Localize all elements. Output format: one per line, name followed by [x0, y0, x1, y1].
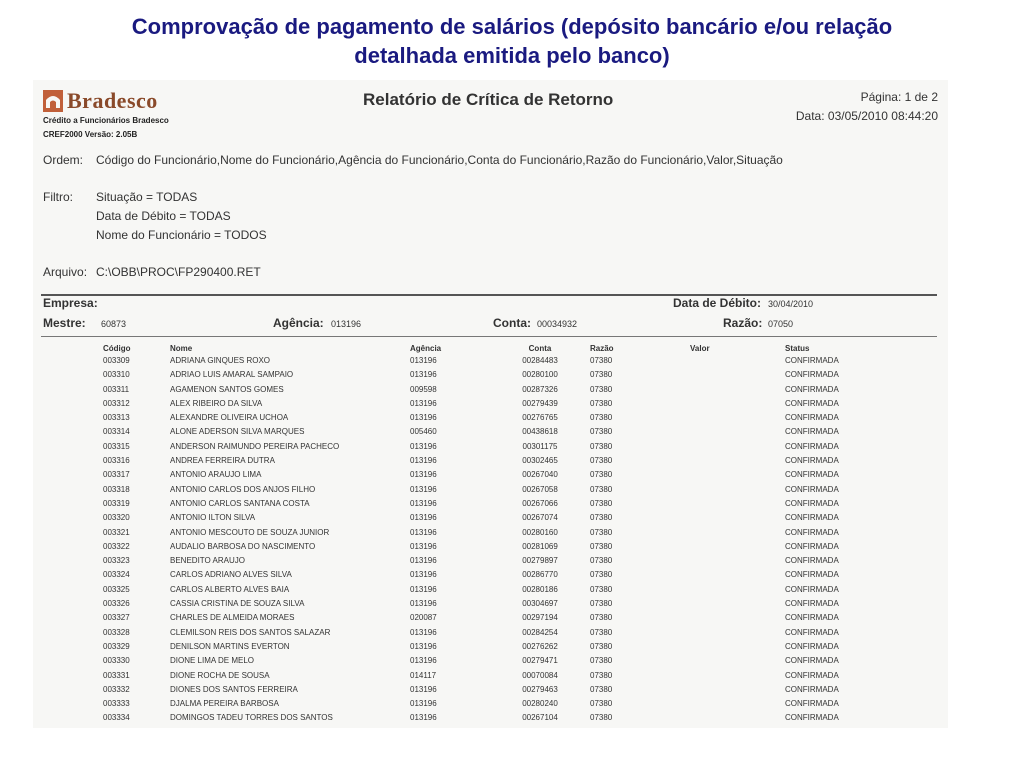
logo-subtitle: Crédito a Funcionários Bradesco	[43, 116, 169, 125]
arquivo-value: C:\OBB\PROC\FP290400.RET	[96, 265, 261, 279]
report-title: Relatório de Crítica de Retorno	[363, 90, 614, 109]
cell-nome: DIONES DOS SANTOS FERREIRA	[170, 684, 298, 694]
cell-agencia: 013196	[410, 556, 437, 566]
cell-valor	[690, 611, 785, 625]
cell-nome: ANTONIO CARLOS DOS ANJOS FILHO	[170, 484, 316, 494]
cell-valor	[690, 597, 785, 611]
bradesco-brand: Bradesco	[67, 88, 158, 113]
conta-label: Conta:	[493, 316, 531, 330]
page-info	[796, 88, 938, 126]
cell-codigo: 003324	[103, 570, 130, 580]
cell-nome: CASSIA CRISTINA DE SOUZA SILVA	[170, 599, 305, 609]
cell-codigo: 003323	[103, 556, 130, 566]
table-row	[33, 654, 905, 668]
cell-conta: 00279439	[522, 398, 558, 408]
filtro-line: Situação = TODAS	[96, 190, 198, 204]
cell-agencia: 013196	[410, 484, 437, 494]
cell-valor	[690, 454, 785, 468]
cell-status: CONFIRMADA	[785, 627, 839, 637]
cell-conta: 00287326	[522, 384, 558, 394]
cell-status: CONFIRMADA	[785, 584, 839, 594]
cell-conta: 00070084	[522, 670, 558, 680]
table-row	[33, 397, 905, 411]
cell-status: CONFIRMADA	[785, 656, 839, 666]
cell-status: CONFIRMADA	[785, 699, 839, 709]
table-body	[33, 354, 905, 726]
cell-razao: 07380	[590, 413, 613, 423]
empresa-label: Empresa:	[43, 296, 98, 310]
cell-conta: 00267058	[522, 484, 558, 494]
scanned-report	[33, 80, 948, 728]
cell-nome: ALEXANDRE OLIVEIRA UCHOA	[170, 413, 289, 423]
cell-codigo: 003318	[103, 484, 130, 494]
cell-razao: 07380	[590, 370, 613, 380]
cell-razao: 07380	[590, 670, 613, 680]
cell-conta: 00301175	[522, 441, 558, 451]
table-row	[33, 626, 905, 640]
cell-valor	[690, 383, 785, 397]
cell-codigo: 003309	[103, 356, 130, 365]
cell-nome: ANTONIO ARAUJO LIMA	[170, 470, 262, 480]
cell-nome: ANTONIO ILTON SILVA	[170, 513, 256, 523]
cell-agencia: 013196	[410, 370, 437, 380]
cell-conta: 00281069	[522, 541, 558, 551]
cell-valor	[690, 626, 785, 640]
cell-status: CONFIRMADA	[785, 427, 839, 437]
cell-codigo: 003321	[103, 527, 130, 537]
cell-agencia: 009598	[410, 384, 437, 394]
cell-agencia: 013196	[410, 527, 437, 537]
table-row	[33, 497, 905, 511]
cell-codigo: 003311	[103, 384, 130, 394]
cell-agencia: 013196	[410, 413, 437, 423]
table-row	[33, 568, 905, 582]
cell-razao: 07380	[590, 713, 613, 723]
filtro-label: Filtro:	[43, 190, 73, 204]
cell-conta: 00284254	[522, 627, 558, 637]
table-row	[33, 454, 905, 468]
cell-razao: 07380	[590, 541, 613, 551]
table-row	[33, 683, 905, 697]
conta-value: 00034932	[537, 319, 578, 329]
cell-codigo: 003315	[103, 441, 130, 451]
cell-agencia: 013196	[410, 513, 437, 523]
data-debito-label: Data de Débito:	[673, 296, 762, 310]
cell-status: CONFIRMADA	[785, 641, 839, 651]
agencia-label: Agência:	[273, 316, 324, 330]
table-row	[33, 640, 905, 654]
cell-valor	[690, 711, 785, 725]
cell-codigo: 003317	[103, 470, 130, 480]
cell-codigo: 003310	[103, 370, 130, 380]
cell-codigo: 003319	[103, 498, 130, 508]
cell-conta: 00304697	[522, 599, 558, 609]
cell-valor	[690, 411, 785, 425]
cell-conta: 00276262	[522, 641, 558, 651]
cell-conta: 00302465	[522, 456, 558, 466]
cell-codigo: 003327	[103, 613, 130, 623]
razao-label: Razão:	[723, 316, 763, 330]
table-row	[33, 425, 905, 439]
cell-conta: 00297194	[522, 613, 558, 623]
table-row	[33, 554, 905, 568]
divider	[41, 294, 937, 296]
cell-nome: ADRIANA GINQUES ROXO	[170, 356, 271, 365]
cell-razao: 07380	[590, 570, 613, 580]
cell-codigo: 003328	[103, 627, 130, 637]
cell-agencia: 013196	[410, 713, 437, 723]
cell-valor	[690, 483, 785, 497]
cell-conta: 00279471	[522, 656, 558, 666]
cell-valor	[690, 554, 785, 568]
cell-valor	[690, 497, 785, 511]
cell-nome: BENEDITO ARAUJO	[170, 556, 245, 566]
cell-codigo: 003322	[103, 541, 130, 551]
cell-agencia: 013196	[410, 541, 437, 551]
table-row	[33, 483, 905, 497]
agencia-value: 013196	[331, 319, 362, 329]
cell-agencia: 005460	[410, 427, 437, 437]
cell-razao: 07380	[590, 599, 613, 609]
cell-conta: 00280240	[522, 699, 558, 709]
cell-nome: ALONE ADERSON SILVA MARQUES	[170, 427, 305, 437]
cell-agencia: 013196	[410, 641, 437, 651]
cell-codigo: 003326	[103, 599, 130, 609]
cell-razao: 07380	[590, 584, 613, 594]
cell-razao: 07380	[590, 427, 613, 437]
cell-codigo: 003330	[103, 656, 130, 666]
cell-status: CONFIRMADA	[785, 556, 839, 566]
slide-title-line2: detalhada emitida pelo banco)	[354, 43, 670, 68]
cell-status: CONFIRMADA	[785, 356, 839, 365]
cell-status: CONFIRMADA	[785, 441, 839, 451]
cell-nome: DIONE LIMA DE MELO	[170, 656, 255, 666]
cell-conta: 00284483	[522, 356, 558, 365]
cell-status: CONFIRMADA	[785, 470, 839, 480]
table-row	[33, 368, 905, 382]
cell-nome: DIONE ROCHA DE SOUSA	[170, 670, 270, 680]
cell-conta: 00279463	[522, 684, 558, 694]
cell-nome: ADRIAO LUIS AMARAL SAMPAIO	[170, 370, 294, 380]
cell-conta: 00267040	[522, 470, 558, 480]
cell-nome: DENILSON MARTINS EVERTON	[170, 641, 290, 651]
cell-status: CONFIRMADA	[785, 384, 839, 394]
cell-codigo: 003316	[103, 456, 130, 466]
cell-agencia: 013196	[410, 684, 437, 694]
cell-valor	[690, 583, 785, 597]
cell-razao: 07380	[590, 456, 613, 466]
cell-status: CONFIRMADA	[785, 398, 839, 408]
cell-agencia: 013196	[410, 570, 437, 580]
cell-nome: ANTONIO CARLOS SANTANA COSTA	[170, 498, 310, 508]
table-row	[33, 697, 905, 711]
cell-nome: CHARLES DE ALMEIDA MORAES	[170, 613, 295, 623]
cell-agencia: 013196	[410, 456, 437, 466]
bradesco-logo	[43, 88, 158, 114]
cell-agencia: 013196	[410, 699, 437, 709]
cell-razao: 07380	[590, 699, 613, 709]
cell-valor	[690, 511, 785, 525]
slide-title-line1: Comprovação de pagamento de salários (depósito bancário e/ou relação	[131, 14, 893, 39]
cell-valor	[690, 654, 785, 668]
table-row	[33, 468, 905, 482]
cell-razao: 07380	[590, 627, 613, 637]
cell-conta: 00280186	[522, 584, 558, 594]
cell-status: CONFIRMADA	[785, 370, 839, 380]
bradesco-tree-icon	[43, 90, 63, 112]
cell-valor	[690, 640, 785, 654]
cell-codigo: 003331	[103, 670, 130, 680]
cell-status: CONFIRMADA	[785, 484, 839, 494]
cell-status: CONFIRMADA	[785, 670, 839, 680]
cell-agencia: 013196	[410, 441, 437, 451]
mestre-value: 60873	[101, 319, 127, 329]
column-header-valor: Valor	[690, 344, 710, 353]
cell-nome: CARLOS ALBERTO ALVES BAIA	[170, 584, 290, 594]
arquivo-label: Arquivo:	[43, 265, 88, 279]
cell-status: CONFIRMADA	[785, 413, 839, 423]
cell-agencia: 014117	[410, 670, 437, 680]
cell-razao: 07380	[590, 441, 613, 451]
column-header-status: Status	[785, 344, 810, 353]
cell-valor	[690, 568, 785, 582]
cell-agencia: 013196	[410, 584, 437, 594]
cell-conta: 00267104	[522, 713, 558, 723]
table-row	[33, 540, 905, 554]
cell-valor	[690, 425, 785, 439]
cell-razao: 07380	[590, 356, 613, 365]
page-number: Página: 1 de 2	[860, 90, 938, 104]
cell-razao: 07380	[590, 556, 613, 566]
column-header-razao: Razão	[590, 344, 614, 353]
cell-agencia: 013196	[410, 656, 437, 666]
filtro-line: Data de Débito = TODAS	[96, 209, 231, 223]
cell-status: CONFIRMADA	[785, 570, 839, 580]
cell-valor	[690, 526, 785, 540]
cell-nome: ANDREA FERREIRA DUTRA	[170, 456, 275, 466]
logo-version: CREF2000 Versão: 2.05B	[43, 130, 138, 139]
cell-razao: 07380	[590, 684, 613, 694]
cell-status: CONFIRMADA	[785, 713, 839, 723]
divider	[41, 336, 937, 337]
cell-valor	[690, 669, 785, 683]
table-row	[33, 583, 905, 597]
cell-nome: CLEMILSON REIS DOS SANTOS SALAZAR	[170, 627, 331, 637]
cell-razao: 07380	[590, 527, 613, 537]
table-row	[33, 711, 905, 725]
cell-conta: 00279897	[522, 556, 558, 566]
mestre-label: Mestre:	[43, 316, 86, 330]
report-date: Data: 03/05/2010 08:44:20	[795, 109, 938, 123]
cell-valor	[690, 354, 785, 368]
cell-codigo: 003312	[103, 398, 130, 408]
table-header-row	[33, 343, 905, 354]
table-row	[33, 526, 905, 540]
cell-valor	[690, 368, 785, 382]
cell-codigo: 003320	[103, 513, 130, 523]
table-row	[33, 411, 905, 425]
cell-nome: ANTONIO MESCOUTO DE SOUZA JUNIOR	[170, 527, 330, 537]
cell-conta: 00438618	[522, 427, 558, 437]
cell-agencia: 013196	[410, 599, 437, 609]
cell-razao: 07380	[590, 498, 613, 508]
cell-codigo: 003329	[103, 641, 130, 651]
cell-codigo: 003313	[103, 413, 130, 423]
cell-codigo: 003332	[103, 684, 130, 694]
cell-razao: 07380	[590, 513, 613, 523]
cell-agencia: 013196	[410, 470, 437, 480]
cell-conta: 00280100	[522, 370, 558, 380]
ordem-label: Ordem:	[43, 153, 84, 167]
cell-agencia: 013196	[410, 356, 437, 365]
cell-status: CONFIRMADA	[785, 541, 839, 551]
cell-codigo: 003334	[103, 713, 130, 723]
column-header-codigo: Código	[103, 344, 131, 353]
cell-agencia: 013196	[410, 498, 437, 508]
cell-nome: DOMINGOS TADEU TORRES DOS SANTOS	[170, 713, 333, 723]
cell-codigo: 003333	[103, 699, 130, 709]
table-row	[33, 354, 905, 368]
cell-nome: AGAMENON SANTOS GOMES	[170, 384, 284, 394]
table-row	[33, 597, 905, 611]
filtro-line: Nome do Funcionário = TODOS	[96, 228, 267, 242]
cell-valor	[690, 697, 785, 711]
cell-agencia: 020087	[410, 613, 437, 623]
cell-razao: 07380	[590, 613, 613, 623]
cell-nome: ALEX RIBEIRO DA SILVA	[170, 398, 263, 408]
cell-razao: 07380	[590, 384, 613, 394]
cell-codigo: 003325	[103, 584, 130, 594]
cell-razao: 07380	[590, 641, 613, 651]
cell-status: CONFIRMADA	[785, 456, 839, 466]
cell-valor	[690, 440, 785, 454]
cell-valor	[690, 468, 785, 482]
cell-conta: 00276765	[522, 413, 558, 423]
cell-conta: 00267074	[522, 513, 558, 523]
cell-razao: 07380	[590, 398, 613, 408]
razao-value: 07050	[768, 319, 794, 329]
slide-title	[0, 12, 1024, 70]
cell-conta: 00286770	[522, 570, 558, 580]
cell-razao: 07380	[590, 656, 613, 666]
column-header-agencia: Agência	[410, 344, 442, 353]
table-row	[33, 669, 905, 683]
cell-razao: 07380	[590, 484, 613, 494]
table-row	[33, 511, 905, 525]
cell-status: CONFIRMADA	[785, 684, 839, 694]
ordem-value: Código do Funcionário,Nome do Funcionário,Agência do Funcionário,Conta do Funcionário,Razão do Funcionário,Valor,Situação	[96, 153, 783, 167]
cell-nome: DJALMA PEREIRA BARBOSA	[170, 699, 279, 709]
cell-agencia: 013196	[410, 627, 437, 637]
cell-razao: 07380	[590, 470, 613, 480]
cell-status: CONFIRMADA	[785, 498, 839, 508]
cell-nome: ANDERSON RAIMUNDO PEREIRA PACHECO	[170, 441, 340, 451]
table-row	[33, 440, 905, 454]
cell-nome: AUDALIO BARBOSA DO NASCIMENTO	[170, 541, 316, 551]
cell-valor	[690, 540, 785, 554]
cell-status: CONFIRMADA	[785, 613, 839, 623]
cell-codigo: 003314	[103, 427, 130, 437]
column-header-conta: Conta	[528, 344, 552, 353]
data-debito-value: 30/04/2010	[768, 299, 814, 309]
cell-status: CONFIRMADA	[785, 527, 839, 537]
cell-conta: 00280160	[522, 527, 558, 537]
table-row	[33, 611, 905, 625]
cell-valor	[690, 397, 785, 411]
table-row	[33, 383, 905, 397]
cell-conta: 00267066	[522, 498, 558, 508]
cell-nome: CARLOS ADRIANO ALVES SILVA	[170, 570, 292, 580]
cell-status: CONFIRMADA	[785, 599, 839, 609]
column-header-nome: Nome	[170, 344, 193, 353]
cell-agencia: 013196	[410, 398, 437, 408]
cell-status: CONFIRMADA	[785, 513, 839, 523]
payment-table	[33, 343, 905, 726]
cell-valor	[690, 683, 785, 697]
